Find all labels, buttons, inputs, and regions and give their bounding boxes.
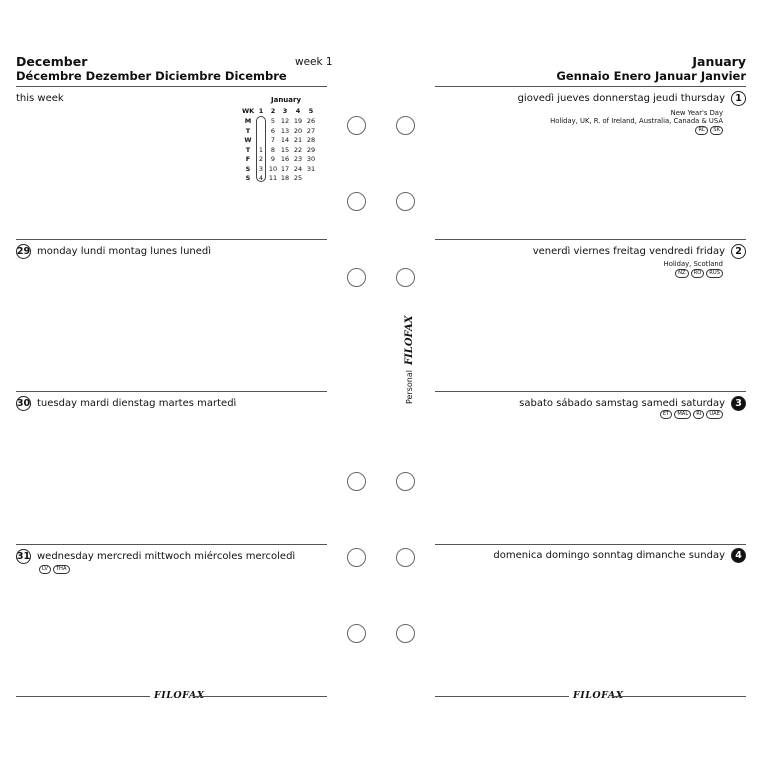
ring-hole [347, 116, 366, 135]
day-row-3 [519, 396, 746, 411]
day-names: venerdì viernes freitag vendredi friday [532, 246, 725, 257]
mini-calendar-date: 16 [280, 155, 290, 163]
country-badge: RO [691, 269, 705, 278]
country-badge: SK [710, 126, 723, 135]
ring-hole [396, 268, 415, 287]
filofax-logo-right: FILOFAX [573, 690, 624, 701]
mini-calendar-week-highlight [256, 116, 266, 182]
mini-calendar-weekday: S [245, 174, 251, 182]
right-day-rule-3 [435, 544, 746, 545]
day-number: 30 [16, 398, 31, 409]
holiday-detail: Holiday, UK, R. of Ireland, Australia, Canada & USA [550, 117, 723, 125]
day-number: 4 [731, 548, 746, 563]
day-number: 31 [16, 551, 31, 562]
ring-hole [396, 116, 415, 135]
left-footer-rule-b [193, 696, 327, 697]
country-badges-3 [660, 410, 723, 419]
mini-calendar-header-cell: 2 [270, 107, 276, 115]
ring-hole [347, 472, 366, 491]
ring-hole [347, 268, 366, 287]
mini-calendar-date: 8 [270, 145, 276, 154]
this-week-label: this week [16, 93, 64, 104]
filofax-logo-spine: FILOFAX [404, 315, 415, 365]
country-badge: ET [660, 410, 672, 419]
day-row-2 [533, 244, 746, 259]
mini-calendar-date: 26 [306, 117, 316, 125]
mini-calendar-date: 5 [270, 117, 276, 125]
mini-calendar-title: January [271, 96, 302, 104]
day-names: giovedì jueves donnerstag jeudi thursday [517, 93, 725, 104]
ring-hole [396, 548, 415, 567]
mini-calendar-date: 29 [306, 145, 316, 154]
mini-calendar-date: 12 [280, 117, 290, 125]
ring-hole [396, 624, 415, 643]
mini-calendar-date: 23 [293, 155, 303, 163]
mini-calendar-date: 17 [280, 164, 290, 173]
mini-calendar-date: 7 [270, 136, 276, 144]
week-label: week 1 [295, 56, 333, 68]
mini-calendar-date: 14 [280, 136, 290, 144]
ring-hole [396, 472, 415, 491]
left-month-translations: Décembre Dezember Diciembre Dicembre [16, 69, 287, 83]
mini-calendar-date: 27 [306, 126, 316, 135]
country-badges-31 [39, 565, 70, 574]
day-row-1 [518, 91, 746, 106]
left-day-rule-3 [16, 544, 327, 545]
country-badge: MAL [674, 410, 691, 419]
filofax-logo-left: FILOFAX [154, 690, 205, 701]
ring-hole [347, 192, 366, 211]
country-badge: NZ [675, 269, 688, 278]
mini-calendar-date: 10 [268, 164, 278, 173]
mini-calendar-date: 6 [270, 126, 276, 135]
day-names: tuesday mardi dienstag martes martedì [37, 398, 237, 409]
right-header-rule [435, 86, 746, 87]
mini-calendar-header-cell: WK [242, 107, 255, 115]
left-header-rule [16, 86, 327, 87]
spine-size: Personal [405, 369, 414, 404]
mini-calendar-date: 20 [293, 126, 303, 135]
day-row-31 [16, 549, 295, 564]
day-names: monday lundi montag lunes lunedì [37, 246, 212, 257]
country-badge: THA [53, 565, 70, 574]
right-footer-rule-a [435, 696, 569, 697]
ring-hole [396, 192, 415, 211]
country-badge: UAE [706, 410, 723, 419]
holiday-name: Holiday, Scotland [663, 260, 723, 268]
day-names: wednesday mercredi mittwoch miércoles mercoledì [37, 551, 296, 562]
mini-calendar-date: 28 [306, 136, 316, 144]
mini-calendar-date: 31 [306, 164, 316, 173]
right-month-title: January [692, 54, 746, 69]
right-month-translations: Gennaio Enero Januar Janvier [556, 69, 746, 83]
country-badges-2 [675, 269, 723, 278]
mini-calendar-weekday: T [245, 145, 251, 154]
day-number: 1 [731, 91, 746, 106]
day-names: domenica domingo sonntag dimanche sunday [493, 550, 725, 561]
mini-calendar-weekday: M [244, 117, 252, 125]
mini-calendar-weekday: T [245, 126, 251, 135]
mini-calendar-header-cell: 3 [282, 107, 288, 115]
day-row-4 [493, 548, 746, 563]
mini-calendar-header-cell: 4 [295, 107, 301, 115]
country-badge: RC [695, 126, 708, 135]
country-badge: RI [693, 410, 704, 419]
left-day-rule-2 [16, 391, 327, 392]
ring-hole [347, 624, 366, 643]
mini-calendar-date: 22 [293, 145, 303, 154]
mini-calendar-date: 3 [258, 164, 264, 173]
day-row-30 [16, 396, 236, 411]
mini-calendar-weekday: F [245, 155, 251, 163]
ring-hole [347, 548, 366, 567]
right-footer-rule-b [612, 696, 746, 697]
mini-calendar-date: 15 [280, 145, 290, 154]
mini-calendar-date: 1 [258, 145, 264, 154]
mini-calendar-header-cell: 1 [258, 107, 264, 115]
day-number: 2 [731, 244, 746, 259]
mini-calendar-date: 30 [306, 155, 316, 163]
mini-calendar-date: 13 [280, 126, 290, 135]
mini-calendar-date: 4 [258, 174, 264, 182]
mini-calendar-date: 24 [293, 164, 303, 173]
day-names: sabato sábado samstag samedi saturday [519, 398, 725, 409]
day-number: 3 [731, 396, 746, 411]
mini-calendar-date: 9 [270, 155, 276, 163]
mini-calendar-weekday: W [244, 136, 252, 144]
spine-label [404, 315, 415, 404]
day-row-29 [16, 244, 211, 259]
holiday-name: New Year's Day [670, 109, 723, 117]
mini-calendar-date: 2 [258, 155, 264, 163]
mini-calendar-weekday: S [245, 164, 251, 173]
mini-calendar-date: 18 [280, 174, 290, 182]
country-badges-1 [695, 126, 723, 135]
left-day-rule-1 [16, 239, 327, 240]
left-month-title: December [16, 54, 88, 69]
country-badge: RUS [706, 269, 723, 278]
mini-calendar-date: 19 [293, 117, 303, 125]
right-day-rule-2 [435, 391, 746, 392]
mini-calendar-date: 21 [293, 136, 303, 144]
mini-calendar-header-cell: 5 [308, 107, 314, 115]
mini-calendar-date: 25 [293, 174, 303, 182]
country-badge: LV [39, 565, 51, 574]
right-day-rule-1 [435, 239, 746, 240]
mini-calendar-date: 11 [268, 174, 278, 182]
left-footer-rule-a [16, 696, 150, 697]
day-number: 29 [16, 246, 31, 257]
